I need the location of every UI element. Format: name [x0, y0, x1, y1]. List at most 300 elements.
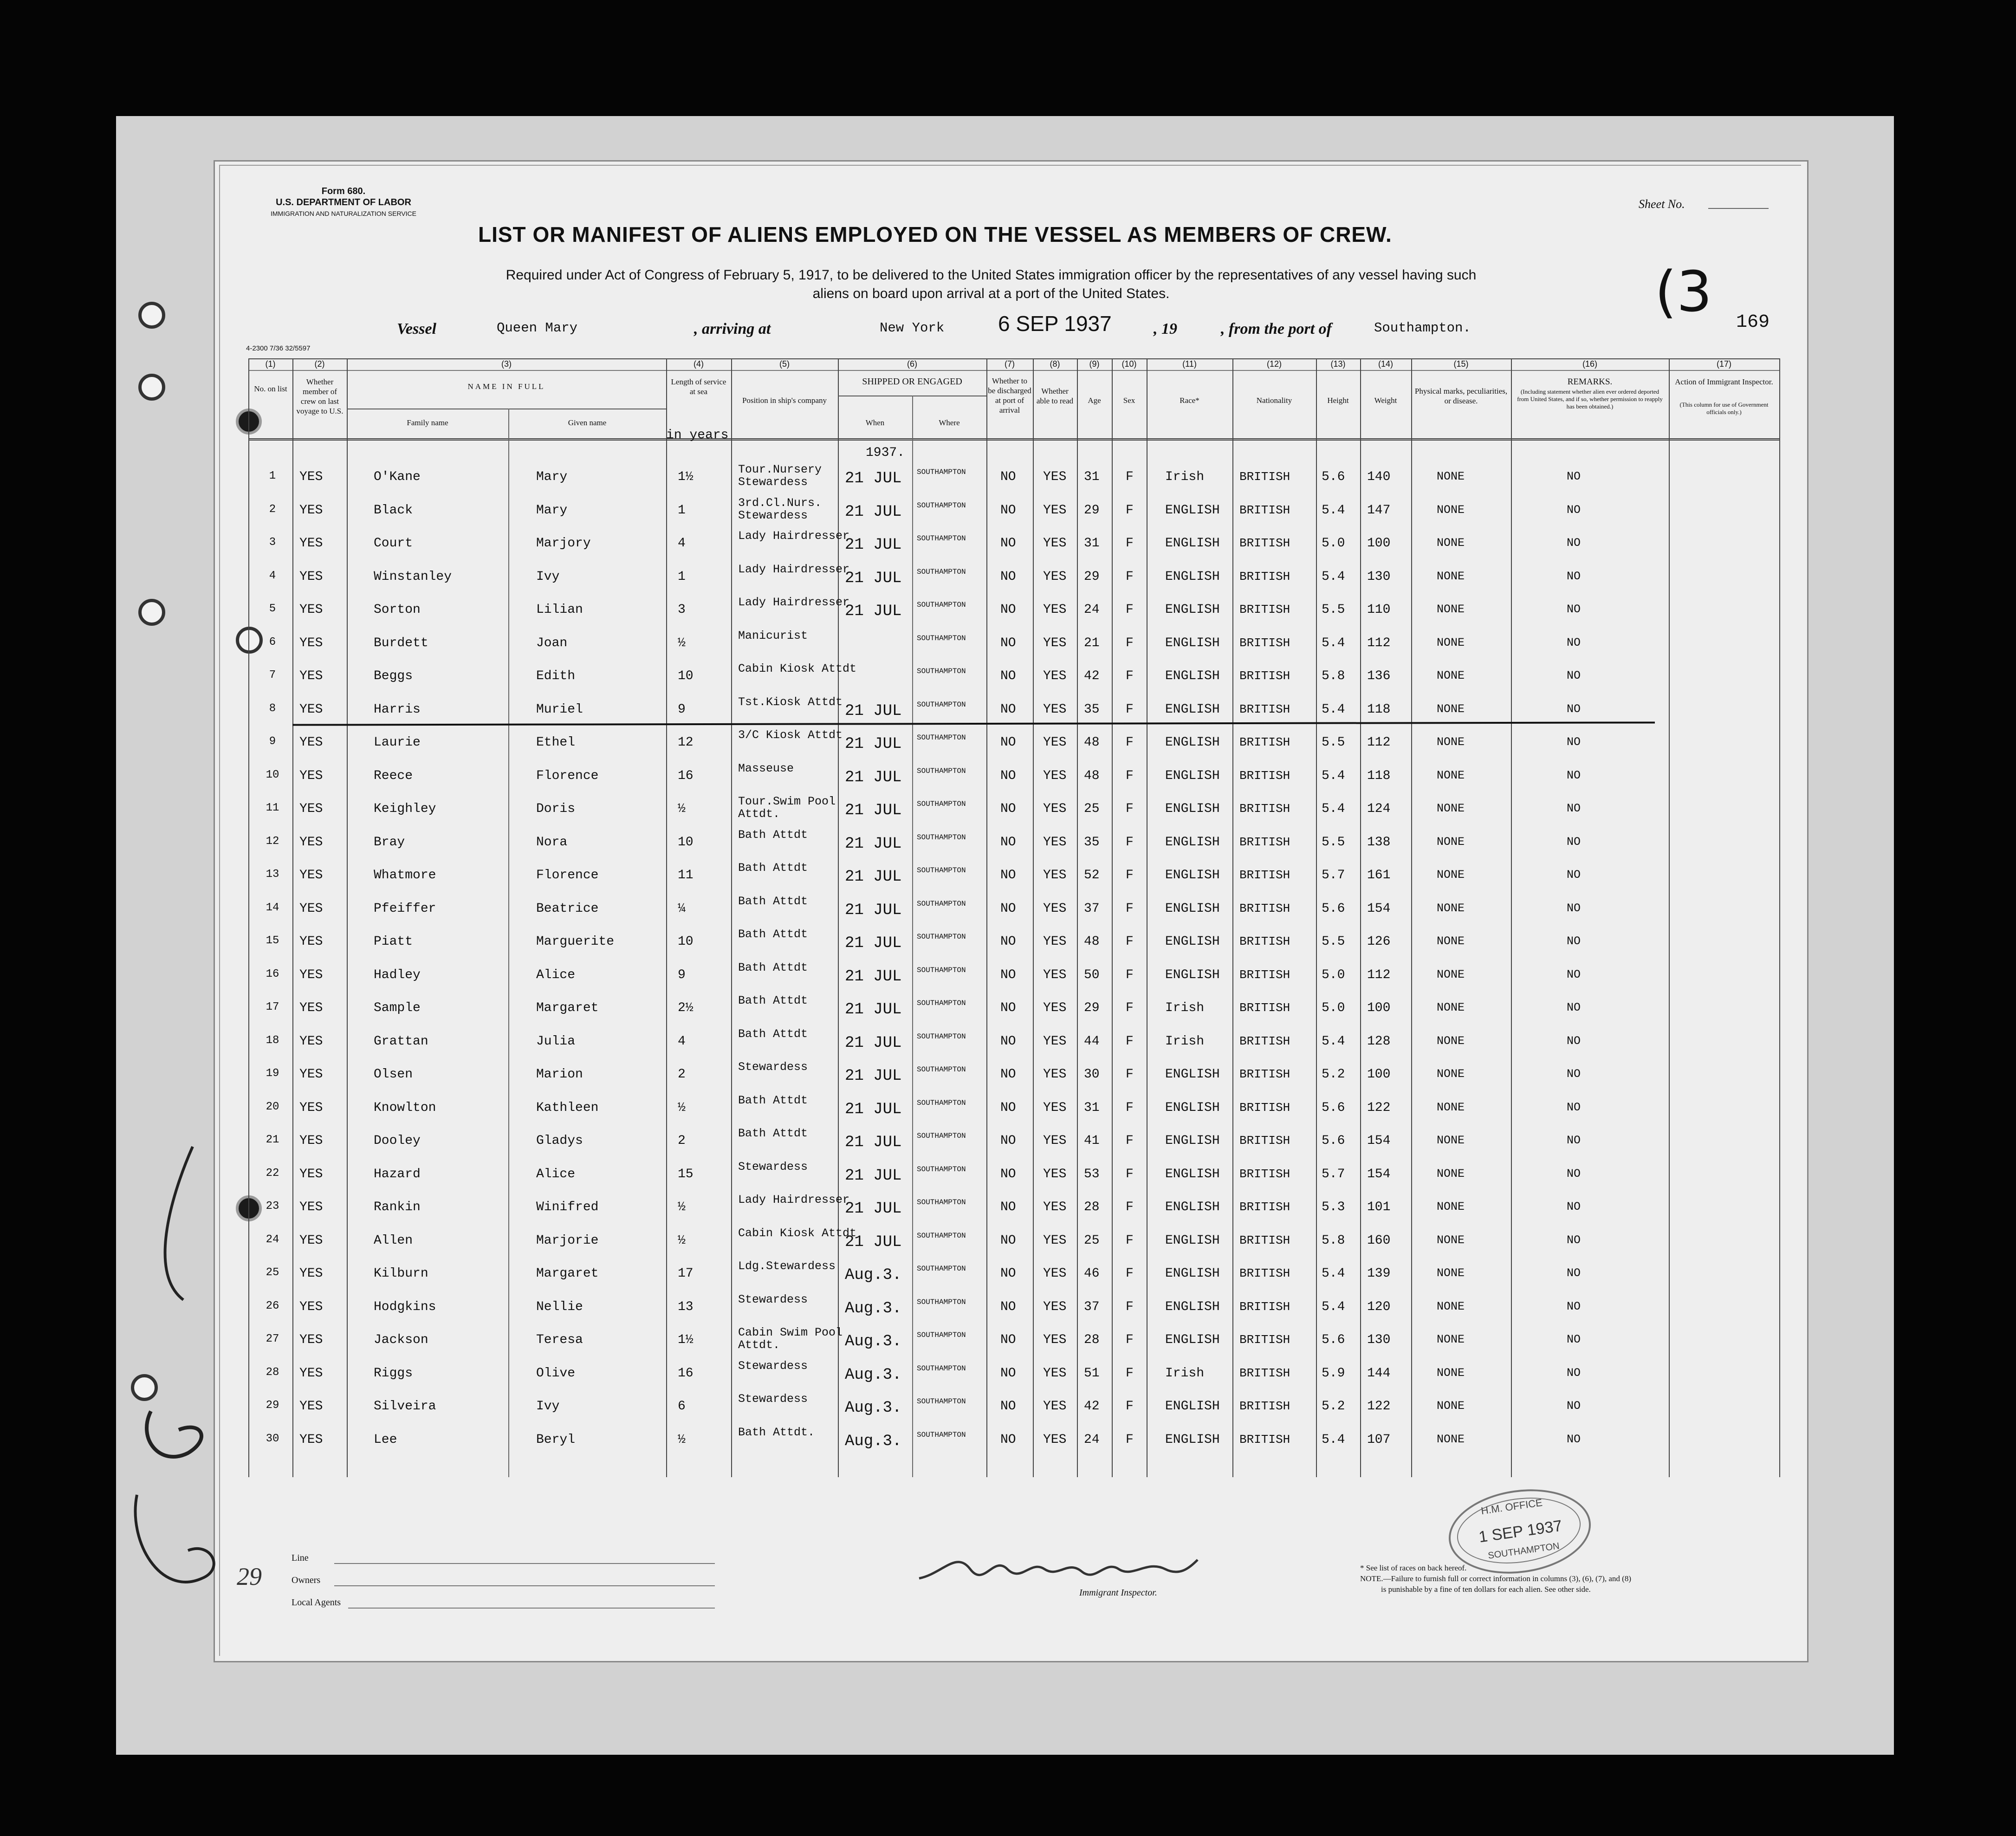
ship-position: Bath Attdt	[738, 1093, 808, 1107]
margin-mark: 29	[237, 1563, 262, 1590]
engaged-when: 21 JUL	[845, 802, 902, 819]
engaged-when: Aug.3.	[845, 1333, 902, 1350]
discharged-flag: NO	[1000, 868, 1016, 882]
race: ENGLISH	[1165, 835, 1220, 850]
weight: 118	[1367, 768, 1391, 783]
engaged-where: SOUTHAMPTON	[917, 1065, 966, 1074]
remarks: NO	[1567, 1299, 1581, 1313]
length-of-service: 1½	[678, 1333, 694, 1347]
discharged-flag: NO	[1000, 1366, 1016, 1381]
remarks: NO	[1567, 702, 1581, 716]
col-head-name: NAME IN FULL	[467, 382, 545, 391]
ship-position: Bath Attdt	[738, 894, 808, 908]
remarks: NO	[1567, 768, 1581, 782]
weight: 112	[1367, 967, 1391, 982]
race: ENGLISH	[1165, 569, 1220, 584]
physical-marks: NONE	[1437, 901, 1465, 915]
able-to-read: YES	[1043, 1333, 1067, 1347]
prior-voyage: YES	[299, 735, 323, 750]
prior-voyage: YES	[299, 1233, 323, 1248]
age: 41	[1084, 1134, 1100, 1148]
height: 5.7	[1322, 1167, 1345, 1181]
given-name: Alice	[536, 1167, 576, 1181]
prior-voyage: YES	[299, 835, 323, 850]
discharged-flag: NO	[1000, 470, 1016, 484]
ship-position: Stewardess	[738, 1359, 808, 1373]
document-subtitle	[376, 266, 1606, 303]
family-name: O'Kane	[374, 470, 421, 484]
able-to-read: YES	[1043, 1100, 1067, 1115]
col-head-weight: Weight	[1374, 396, 1397, 405]
engaged-where: SOUTHAMPTON	[917, 1132, 966, 1140]
race: Irish	[1165, 1034, 1205, 1049]
col-head-length-service: Length of service at sea	[671, 377, 726, 396]
engaged-where: SOUTHAMPTON	[917, 667, 966, 675]
weight: 138	[1367, 835, 1391, 850]
physical-marks: NONE	[1437, 1034, 1465, 1048]
height: 5.5	[1322, 603, 1345, 617]
given-name: Muriel	[536, 702, 583, 717]
family-name: Keighley	[374, 802, 436, 816]
weight: 160	[1367, 1233, 1391, 1248]
physical-marks: NONE	[1437, 702, 1465, 716]
discharged-flag: NO	[1000, 1233, 1016, 1248]
table-row	[248, 463, 1780, 503]
remarks: NO	[1567, 1001, 1581, 1014]
race: Irish	[1165, 1001, 1205, 1015]
weight: 118	[1367, 702, 1391, 717]
print-code: 4-2300 7/36 32/5597	[246, 344, 311, 352]
physical-marks: NONE	[1437, 536, 1465, 550]
engaged-when: 21 JUL	[845, 1067, 902, 1085]
col-number: (11)	[1182, 359, 1197, 369]
sex: F	[1126, 835, 1134, 850]
nationality: BRITISH	[1239, 768, 1290, 783]
form-header	[269, 186, 418, 219]
col-number: (9)	[1089, 359, 1100, 369]
able-to-read: YES	[1043, 536, 1067, 551]
height: 5.4	[1322, 702, 1345, 717]
table-row	[248, 960, 1780, 1001]
remarks: NO	[1567, 1067, 1581, 1081]
race: ENGLISH	[1165, 1399, 1220, 1414]
prior-voyage: YES	[299, 1167, 323, 1181]
engaged-where: SOUTHAMPTON	[917, 800, 966, 808]
length-of-service: ½	[678, 636, 686, 650]
remarks: NO	[1567, 901, 1581, 915]
discharged-flag: NO	[1000, 669, 1016, 683]
col-head-race: Race*	[1180, 396, 1199, 405]
sex: F	[1126, 1034, 1134, 1049]
discharged-flag: NO	[1000, 1167, 1016, 1181]
ship-position: Cabin Kiosk Attdt	[738, 662, 857, 675]
sex: F	[1126, 1167, 1134, 1181]
vessel-label: Vessel	[397, 320, 436, 337]
nationality: BRITISH	[1239, 1233, 1290, 1247]
ship-position: Lady Hairdresser	[738, 596, 850, 609]
race: ENGLISH	[1165, 901, 1220, 916]
remarks: NO	[1567, 470, 1581, 483]
height: 5.8	[1322, 1233, 1345, 1248]
race: ENGLISH	[1165, 503, 1220, 518]
height: 5.2	[1322, 1399, 1345, 1414]
discharged-flag: NO	[1000, 735, 1016, 750]
length-of-service: 12	[678, 735, 694, 750]
physical-marks: NONE	[1437, 603, 1465, 616]
length-of-service: 6	[678, 1399, 686, 1414]
able-to-read: YES	[1043, 1001, 1067, 1015]
engaged-where: SOUTHAMPTON	[917, 1364, 966, 1373]
nationality: BRITISH	[1239, 735, 1290, 749]
table-row	[248, 1226, 1780, 1267]
family-name: Olsen	[374, 1067, 413, 1082]
able-to-read: YES	[1043, 470, 1067, 484]
height: 5.2	[1322, 1067, 1345, 1082]
physical-marks: NONE	[1437, 1233, 1465, 1247]
engaged-where: SOUTHAMPTON	[917, 1298, 966, 1306]
local-agents-label: Local Agents	[292, 1597, 341, 1608]
ship-position: Tst.Kiosk Attdt	[738, 695, 843, 709]
row-number: 21	[266, 1134, 279, 1146]
length-of-service: 10	[678, 835, 694, 850]
row-number: 20	[266, 1100, 279, 1113]
weight: 154	[1367, 901, 1391, 916]
given-name: Nellie	[536, 1299, 583, 1314]
age: 28	[1084, 1333, 1100, 1347]
remarks: NO	[1567, 1167, 1581, 1181]
table-row	[248, 1392, 1780, 1433]
table-row	[248, 529, 1780, 570]
able-to-read: YES	[1043, 1067, 1067, 1082]
race: ENGLISH	[1165, 669, 1220, 683]
row-number: 14	[266, 901, 279, 914]
engaged-when: 21 JUL	[845, 1134, 902, 1151]
nationality: BRITISH	[1239, 967, 1290, 982]
sex: F	[1126, 1399, 1134, 1414]
engaged-where: SOUTHAMPTON	[917, 733, 966, 742]
ship-position: 3/C Kiosk Attdt	[738, 728, 843, 742]
ship-position: Bath Attdt	[738, 928, 808, 941]
stamp-date: 1 SEP 1937	[1478, 1517, 1563, 1546]
col-head-action-note: (This column for use of Government officials only.)	[1679, 401, 1769, 415]
age: 29	[1084, 503, 1100, 518]
remarks: NO	[1567, 1432, 1581, 1446]
length-of-service: 4	[678, 536, 686, 551]
stamp-office: H.M. OFFICE	[1480, 1496, 1543, 1517]
length-of-service: ½	[678, 1432, 686, 1447]
physical-marks: NONE	[1437, 802, 1465, 815]
given-name: Marguerite	[536, 934, 615, 949]
engaged-where: SOUTHAMPTON	[917, 601, 966, 609]
table-row	[248, 928, 1780, 968]
age: 37	[1084, 1299, 1100, 1314]
fine-note-line-1: NOTE.—Failure to furnish full or correct information in columns (3), (6), (7), and (8)	[1360, 1574, 1631, 1583]
discharged-flag: NO	[1000, 934, 1016, 949]
table-row	[248, 1193, 1780, 1233]
engaged-where: SOUTHAMPTON	[917, 966, 966, 974]
row-number: 22	[266, 1167, 279, 1180]
height: 5.4	[1322, 1034, 1345, 1049]
engaged-when: 21 JUL	[845, 569, 902, 587]
engaged-when: 21 JUL	[845, 1100, 902, 1118]
prior-voyage: YES	[299, 603, 323, 617]
given-name: Marjory	[536, 536, 591, 551]
row-number: 3	[269, 536, 276, 549]
binder-hole-icon	[138, 599, 165, 626]
family-name: Kilburn	[374, 1266, 428, 1281]
col-number: (14)	[1378, 359, 1393, 369]
engaged-when: Aug.3.	[845, 1299, 902, 1317]
remarks: NO	[1567, 503, 1581, 517]
height: 5.6	[1322, 1134, 1345, 1148]
row-number: 4	[269, 569, 276, 582]
able-to-read: YES	[1043, 735, 1067, 750]
weight: 101	[1367, 1200, 1391, 1214]
races-note: * See list of races on back hereof.	[1360, 1564, 1467, 1572]
col-number: (10)	[1121, 359, 1137, 369]
line-label: Line	[292, 1553, 309, 1563]
row-number: 6	[269, 636, 276, 649]
discharged-flag: NO	[1000, 1266, 1016, 1281]
row-number: 17	[266, 1001, 279, 1013]
form-number: Form 680.	[321, 186, 366, 196]
weight: 154	[1367, 1167, 1391, 1181]
able-to-read: YES	[1043, 1299, 1067, 1314]
engaged-where: SOUTHAMPTON	[917, 1032, 966, 1041]
prior-voyage: YES	[299, 1200, 323, 1214]
physical-marks: NONE	[1437, 835, 1465, 849]
nationality: BRITISH	[1239, 1399, 1290, 1413]
year-note: 1937.	[866, 446, 905, 460]
given-name: Julia	[536, 1034, 576, 1049]
physical-marks: NONE	[1437, 470, 1465, 483]
height: 5.6	[1322, 901, 1345, 916]
age: 31	[1084, 470, 1100, 484]
weight: 107	[1367, 1432, 1391, 1447]
weight: 124	[1367, 802, 1391, 816]
weight: 128	[1367, 1034, 1391, 1049]
age: 31	[1084, 536, 1100, 551]
race: ENGLISH	[1165, 1299, 1220, 1314]
race: ENGLISH	[1165, 768, 1220, 783]
row-number: 26	[266, 1299, 279, 1312]
race: Irish	[1165, 1366, 1205, 1381]
age: 35	[1084, 835, 1100, 850]
engaged-where: SOUTHAMPTON	[917, 1397, 966, 1406]
remarks: NO	[1567, 934, 1581, 948]
table-row	[248, 1259, 1780, 1300]
col-number: (3)	[501, 359, 512, 369]
sex: F	[1126, 636, 1134, 650]
ship-position: 3rd.Cl.Nurs. Stewardess	[738, 496, 822, 522]
document-title: LIST OR MANIFEST OF ALIENS EMPLOYED ON THE VESSEL AS MEMBERS OF CREW.	[478, 222, 1392, 247]
remarks: NO	[1567, 1034, 1581, 1048]
family-name: Sample	[374, 1001, 421, 1015]
physical-marks: NONE	[1437, 503, 1465, 517]
given-name: Marion	[536, 1067, 583, 1082]
physical-marks: NONE	[1437, 1299, 1465, 1313]
length-of-service: 16	[678, 768, 694, 783]
weight: 100	[1367, 536, 1391, 551]
remarks: NO	[1567, 1266, 1581, 1280]
prior-voyage: YES	[299, 1333, 323, 1347]
col-number: (4)	[694, 359, 704, 369]
sex: F	[1126, 1001, 1134, 1015]
remarks: NO	[1567, 868, 1581, 882]
prior-voyage: YES	[299, 569, 323, 584]
nationality: BRITISH	[1239, 1001, 1290, 1015]
age: 50	[1084, 967, 1100, 982]
remarks: NO	[1567, 802, 1581, 815]
sex: F	[1126, 669, 1134, 683]
ship-position: Ldg.Stewardess	[738, 1259, 836, 1273]
family-name: Piatt	[374, 934, 413, 949]
nationality: BRITISH	[1239, 934, 1290, 948]
stamp-location: SOUTHAMPTON	[1487, 1541, 1560, 1561]
discharged-flag: NO	[1000, 967, 1016, 982]
row-number: 30	[266, 1432, 279, 1445]
owners-field	[334, 1585, 715, 1586]
row-number: 1	[269, 470, 276, 482]
ship-position: Tour.Nursery Stewardess	[738, 463, 822, 489]
engaged-where: SOUTHAMPTON	[917, 1165, 966, 1174]
family-name: Laurie	[374, 735, 421, 750]
discharged-flag: NO	[1000, 1100, 1016, 1115]
nationality: BRITISH	[1239, 1333, 1290, 1347]
weight: 100	[1367, 1067, 1391, 1082]
weight: 112	[1367, 636, 1391, 650]
inspector-label: Immigrant Inspector.	[1079, 1588, 1157, 1598]
nationality: BRITISH	[1239, 669, 1290, 683]
nationality: BRITISH	[1239, 901, 1290, 915]
age: 29	[1084, 1001, 1100, 1015]
vessel-name: Queen Mary	[497, 320, 578, 336]
weight: 110	[1367, 603, 1391, 617]
able-to-read: YES	[1043, 1366, 1067, 1381]
age: 42	[1084, 669, 1100, 683]
sex: F	[1126, 735, 1134, 750]
table-row	[248, 894, 1780, 935]
sex: F	[1126, 967, 1134, 982]
discharged-flag: NO	[1000, 569, 1016, 584]
sex: F	[1126, 1100, 1134, 1115]
length-of-service: 2	[678, 1134, 686, 1148]
discharged-flag: NO	[1000, 1432, 1016, 1447]
age: 24	[1084, 603, 1100, 617]
length-of-service: 3	[678, 603, 686, 617]
engaged-when: Aug.3.	[845, 1432, 902, 1450]
length-of-service: 10	[678, 669, 694, 683]
engaged-when: 21 JUL	[845, 536, 902, 554]
given-name: Florence	[536, 868, 599, 882]
race: ENGLISH	[1165, 702, 1220, 717]
weight: 122	[1367, 1399, 1391, 1414]
given-name: Olive	[536, 1366, 576, 1381]
table-row	[248, 1027, 1780, 1068]
age: 31	[1084, 1100, 1100, 1115]
ship-position: Stewardess	[738, 1060, 808, 1074]
discharged-flag: NO	[1000, 1333, 1016, 1347]
weight: 130	[1367, 1333, 1391, 1347]
engaged-where: SOUTHAMPTON	[917, 501, 966, 510]
engaged-when: Aug.3.	[845, 1266, 902, 1284]
table-row	[248, 1127, 1780, 1167]
age: 46	[1084, 1266, 1100, 1281]
race: ENGLISH	[1165, 603, 1220, 617]
subtitle-line-1: Required under Act of Congress of February 5, 1917, to be delivered to the United States immigration officer by the representatives of any vessel having such	[506, 267, 1477, 283]
arrival-date-stamp: 6 SEP 1937	[998, 311, 1112, 336]
physical-marks: NONE	[1437, 768, 1465, 782]
engaged-when: 21 JUL	[845, 1001, 902, 1019]
row-number: 11	[266, 802, 279, 814]
nationality: BRITISH	[1239, 1432, 1290, 1447]
physical-marks: NONE	[1437, 1266, 1465, 1280]
discharged-flag: NO	[1000, 503, 1016, 518]
length-of-service: ¼	[678, 901, 686, 916]
col-head-prior-voyage: Whether member of crew on last voyage to U.S.	[296, 377, 344, 415]
able-to-read: YES	[1043, 1266, 1067, 1281]
engaged-where: SOUTHAMPTON	[917, 833, 966, 842]
ship-position: Bath Attdt	[738, 828, 808, 842]
ship-position: Bath Attdt	[738, 994, 808, 1007]
age: 52	[1084, 868, 1100, 882]
remarks: NO	[1567, 1366, 1581, 1380]
physical-marks: NONE	[1437, 934, 1465, 948]
table-row	[248, 1060, 1780, 1101]
remarks: NO	[1567, 735, 1581, 749]
given-name: Gladys	[536, 1134, 583, 1148]
prior-voyage: YES	[299, 768, 323, 783]
nationality: BRITISH	[1239, 702, 1290, 716]
engaged-where: SOUTHAMPTON	[917, 1265, 966, 1273]
age: 28	[1084, 1200, 1100, 1214]
prior-voyage: YES	[299, 669, 323, 683]
row-number: 23	[266, 1200, 279, 1213]
able-to-read: YES	[1043, 802, 1067, 816]
discharged-flag: NO	[1000, 835, 1016, 850]
row-number: 28	[266, 1366, 279, 1379]
ship-position: Tour.Swim Pool Attdt.	[738, 795, 836, 821]
height: 5.4	[1322, 1299, 1345, 1314]
nationality: BRITISH	[1239, 1366, 1290, 1380]
ship-position: Bath Attdt	[738, 861, 808, 875]
col-head-no: No. on list	[254, 384, 287, 393]
physical-marks: NONE	[1437, 1134, 1465, 1147]
row-number: 2	[269, 503, 276, 516]
given-name: Beryl	[536, 1432, 576, 1447]
able-to-read: YES	[1043, 1432, 1067, 1447]
discharged-flag: NO	[1000, 636, 1016, 650]
able-to-read: YES	[1043, 1034, 1067, 1049]
physical-marks: NONE	[1437, 1100, 1465, 1114]
ship-position: Stewardess	[738, 1160, 808, 1174]
departure-port: Southampton.	[1374, 320, 1471, 336]
row-number: 29	[266, 1399, 279, 1412]
engaged-where: SOUTHAMPTON	[917, 634, 966, 642]
prior-voyage: YES	[299, 470, 323, 484]
col-number: (12)	[1266, 359, 1282, 369]
race: ENGLISH	[1165, 1100, 1220, 1115]
height: 5.4	[1322, 768, 1345, 783]
prior-voyage: YES	[299, 1266, 323, 1281]
given-name: Margaret	[536, 1001, 599, 1015]
family-name: Jackson	[374, 1333, 428, 1347]
sheet-number-line	[1708, 208, 1769, 209]
discharged-flag: NO	[1000, 1200, 1016, 1214]
prior-voyage: YES	[299, 702, 323, 717]
physical-marks: NONE	[1437, 868, 1465, 882]
given-name: Marjorie	[536, 1233, 599, 1248]
